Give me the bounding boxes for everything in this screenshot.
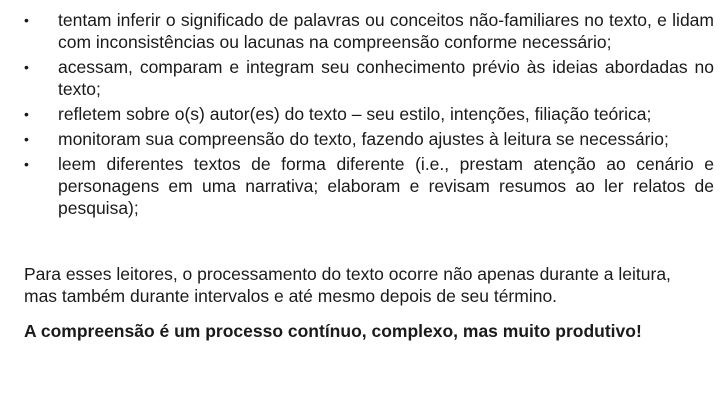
bullet-text: acessam, comparam e integram seu conhecimento prévio às ideias abordadas no texto; [58,57,714,99]
conclusion-statement: A compreensão é um processo contínuo, complexo, mas muito produtivo! [24,321,642,341]
bullet-marker: • [24,12,29,28]
bullet-text: tentam inferir o significado de palavras ou conceitos não-familiares no texto, e lidam com inconsistências ou lacunas na compreensão conforme necessário; [58,10,714,52]
bullet-item [24,153,714,219]
bullet-text: leem diferentes textos de forma diferente (i.e., prestam atenção ao cenário e personagens em uma narrativa; elaboram e revisam resumos ao ler relatos de pesquisa); [58,154,714,218]
bullet-item [24,103,714,125]
bullet-marker: • [24,106,29,122]
bullet-marker: • [24,131,29,147]
bullet-text: monitoram sua compreensão do texto, fazendo ajustes à leitura se necessário; [58,129,669,149]
bullet-item [24,56,714,100]
bullet-marker: • [24,156,29,172]
bullet-item [24,128,714,150]
body-paragraph: Para esses leitores, o processamento do texto ocorre não apenas durante a leitura, mas também durante intervalos e até mesmo depois de seu término. [24,264,671,306]
bullet-item [24,9,714,53]
bullet-marker: • [24,59,29,75]
bullet-text: refletem sobre o(s) autor(es) do texto – seu estilo, intenções, filiação teórica; [58,104,652,124]
bullet-list [24,9,714,222]
